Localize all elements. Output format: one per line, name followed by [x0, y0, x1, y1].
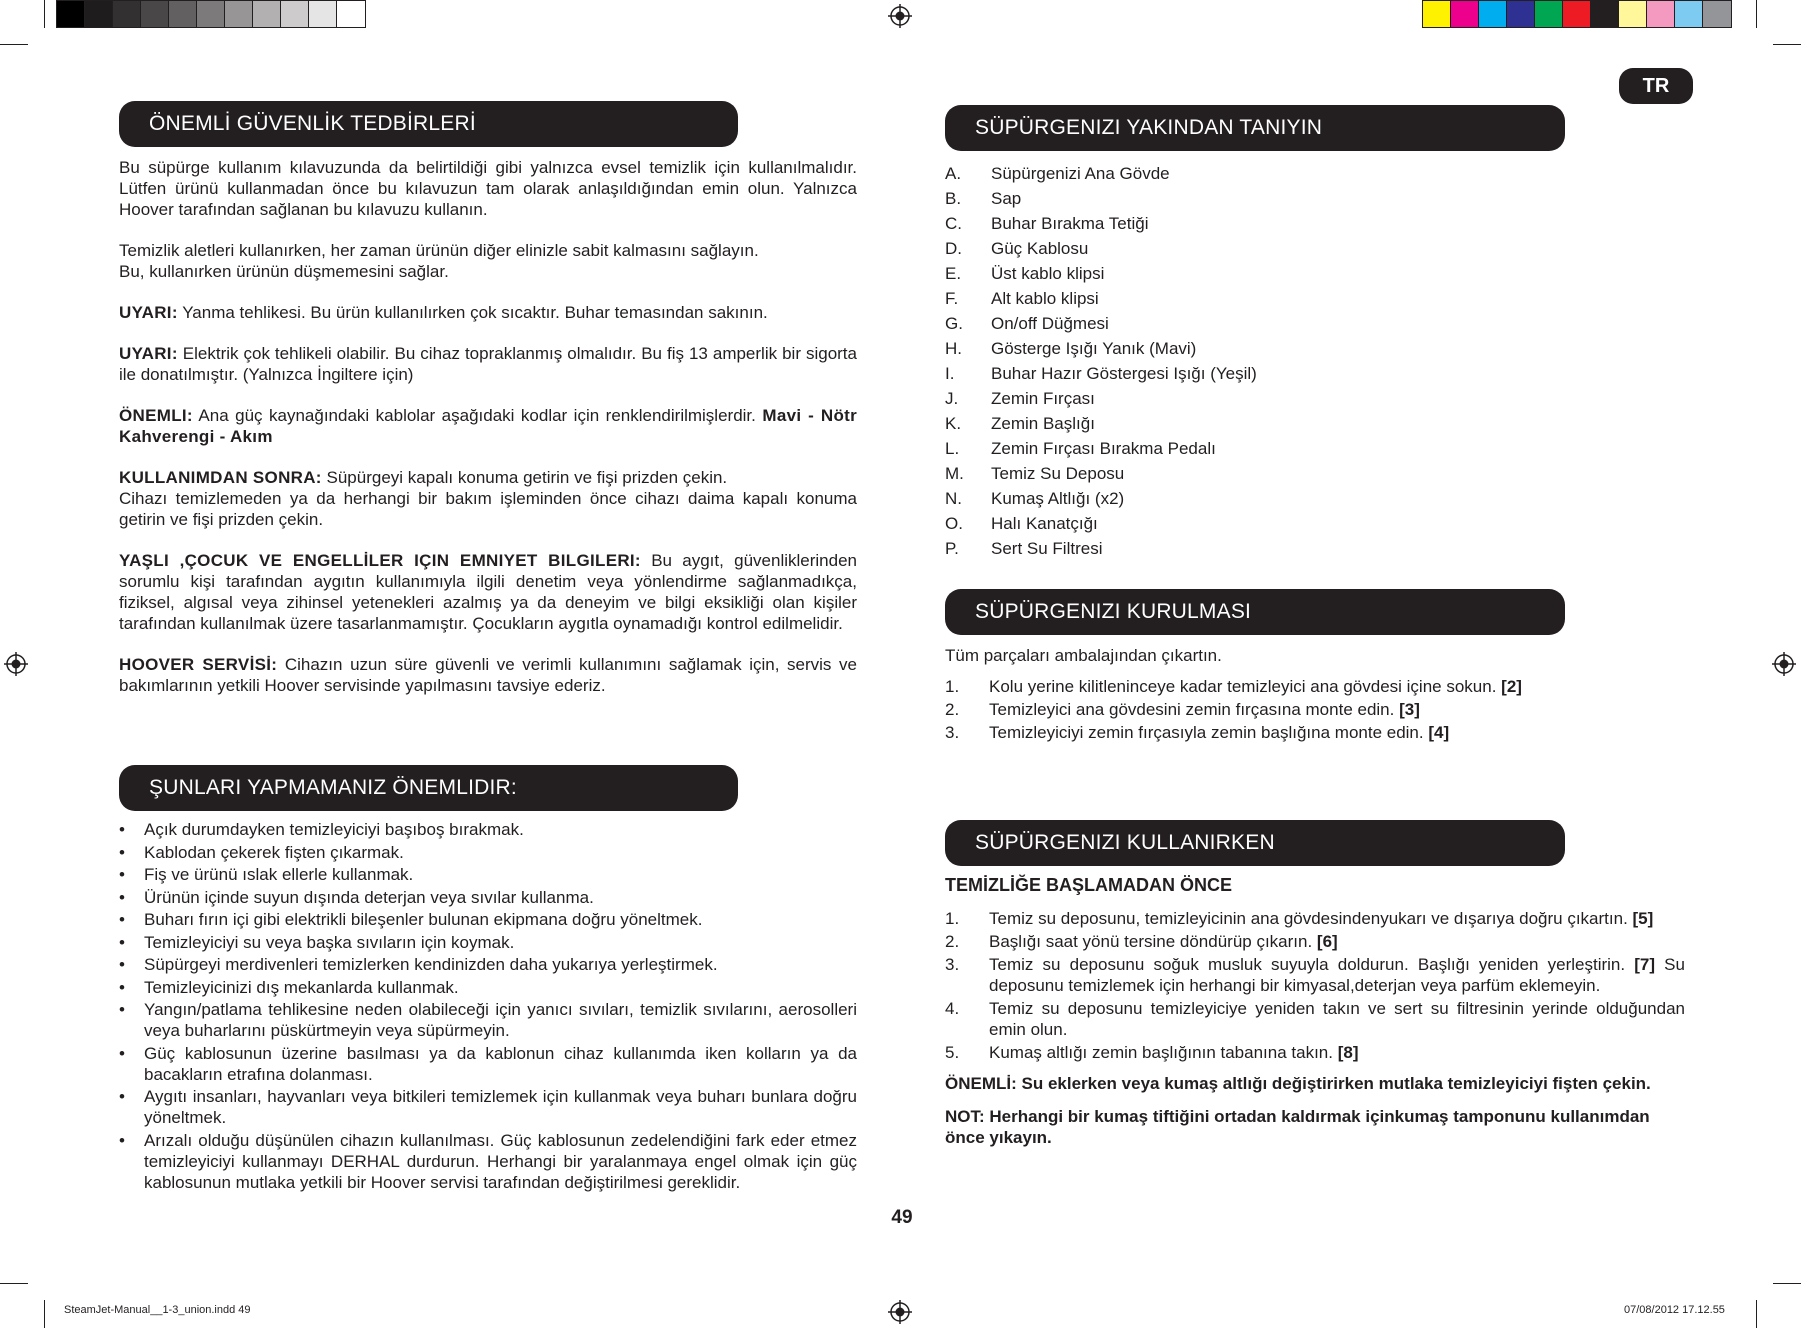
step-text: Kumaş altlığı zemin başlığının tabanına takın.	[989, 1043, 1338, 1062]
list-item: • Temizleyiciyi su veya başka sıvıların için koymak.	[119, 932, 857, 953]
part-key: L.	[945, 439, 960, 458]
color-swatch	[1423, 1, 1451, 27]
part-name: Alt kablo klipsi	[991, 289, 1099, 308]
important-text: Ana güç kaynağındaki kablolar aşağıdaki kodlar için renklendirilmişlerdir.	[192, 406, 756, 425]
crop-mark	[1756, 1300, 1757, 1328]
step-text: Kolu yerine kilitleninceye kadar temizleyici ana gövdesi içine sokun.	[989, 677, 1502, 696]
color-swatch	[1563, 1, 1591, 27]
figure-ref: [6]	[1316, 932, 1338, 951]
color-swatch	[197, 1, 225, 27]
important-label: ÖNEMLI:	[119, 406, 193, 425]
part-name: Gösterge Işığı Yanık (Mavi)	[991, 339, 1197, 358]
wash-pad-note: NOT: Herhangi bir kumaş tiftiğini ortadan kaldırmak içinkumaş tamponunu kullanımdan önce yıkayın.	[945, 1107, 1650, 1147]
process-color-bar	[1422, 0, 1732, 28]
electric-warning	[119, 343, 857, 385]
color-swatch	[113, 1, 141, 27]
part-name: Üst kablo klipsi	[991, 264, 1105, 283]
vulnerable-users-label: YAŞLI ,ÇOCUK VE ENGELLİLER IÇIN EMNIYET BILGILERI:	[119, 551, 641, 570]
step-text: Başlığı saat yönü tersine döndürüp çıkarın.	[989, 932, 1317, 951]
step-text: Temizleyici ana gövdesini zemin fırçasına monte edin.	[989, 700, 1400, 719]
part-item	[945, 386, 1595, 411]
page-number: 49	[891, 1207, 913, 1228]
part-name: Zemin Başlığı	[991, 414, 1095, 433]
list-item: • Açık durumdayken temizleyiciyi başıboş bırakmak.	[119, 819, 857, 840]
figure-ref: [2]	[1501, 677, 1522, 696]
part-name: Temiz Su Deposu	[991, 464, 1125, 483]
parts-section	[945, 161, 1595, 561]
color-swatch	[1591, 1, 1619, 27]
crop-mark	[1773, 44, 1801, 45]
step-number: 4.	[945, 999, 960, 1018]
part-key: G.	[945, 314, 963, 333]
service-label: HOOVER SERVİSİ:	[119, 655, 278, 674]
figure-ref: [7]	[1634, 955, 1656, 974]
donts-section	[119, 819, 857, 1194]
step-text-continued: Su deposunu temizlemek için herhangi bir kimyasal,deterjan veya parfüm eklemeyin.	[989, 955, 1685, 995]
part-item	[945, 311, 1595, 336]
step-number: 5.	[945, 1043, 960, 1062]
vulnerable-users-text: Bu aygıt, güvenliklerinden sorumlu kişi tarafından aygıtın kullanımıyla ilgili denetim veya yönlendirme sağlanmadıkça, fiziksel, algısal veya zihinsel yetenekleri azalmış ya da deneyim ve bilgi eksikliği olan kişiler tarafından kullanılmak üzere tasarlanmamıştır. Çocukların aygıtla oynamadığı kontrol edilmelidir.	[119, 551, 857, 633]
part-key: N.	[945, 489, 962, 508]
part-key: J.	[945, 389, 959, 408]
hold-line-1: Temizlik aletleri kullanırken, her zaman ürünün diğer elinizle sabit kalmasını sağlayın.	[119, 241, 759, 260]
burn-warning	[119, 302, 857, 323]
part-name: On/off Düğmesi	[991, 314, 1109, 333]
part-item	[945, 236, 1595, 261]
list-item: • Buharı fırın içi gibi elektrikli bileşenler bulunan ekipmana doğru yöneltmek.	[119, 909, 857, 930]
after-use-text: Süpürgeyi kapalı konuma getirin ve fişi prizden çekin.	[321, 468, 728, 487]
part-name: Halı Kanatçığı	[991, 514, 1098, 533]
using-header: SÜPÜRGENIZI KULLANIRKEN	[945, 820, 1565, 866]
step-number: 2.	[945, 932, 960, 951]
grayscale-color-bar	[56, 0, 366, 28]
part-name: Buhar Bırakma Tetiği	[991, 214, 1149, 233]
part-item	[945, 486, 1595, 511]
color-swatch	[1507, 1, 1535, 27]
part-item	[945, 186, 1595, 211]
part-key: A.	[945, 164, 962, 183]
part-item	[945, 261, 1595, 286]
part-key: C.	[945, 214, 962, 233]
list-item: • Yangın/patlama tehlikesine neden olabileceği için yanıcı sıvıları, temizlik sıvılarını, aerosolleri veya buharlarını püskürtmeyin veya süpürmeyin.	[119, 999, 857, 1041]
list-item: • Kablodan çekerek fişten çıkarmak.	[119, 842, 857, 863]
registration-mark-icon	[888, 1300, 912, 1324]
color-swatch	[1703, 1, 1731, 27]
list-item: • Güç kablosunun üzerine basılması ya da kablonun cihaz kullanımda iken kolların ya da bacakların etrafına dolanması.	[119, 1043, 857, 1085]
part-key: P.	[945, 539, 959, 558]
part-item	[945, 286, 1595, 311]
know-your-cleaner-header: SÜPÜRGENIZI YAKINDAN TANIYIN	[945, 105, 1565, 151]
part-item	[945, 536, 1595, 561]
list-item: • Süpürgeyi merdivenleri temizlerken kendinizden daha yukarıya yerleştirmek.	[119, 954, 857, 975]
color-swatch	[169, 1, 197, 27]
part-name: Sert Su Filtresi	[991, 539, 1103, 558]
safety-header: ÖNEMLİ GÜVENLİK TEDBİRLERİ	[119, 101, 738, 147]
after-use-paragraph	[119, 467, 857, 530]
after-use-text-2: Cihazı temizlemeden ya da herhangi bir bakım işleminden önce cihazı daima kapalı konuma getirin ve fişi prizden çekin.	[119, 489, 857, 529]
setup-step	[945, 699, 1685, 720]
wire-colors-note	[119, 405, 857, 447]
step-text: Temiz su deposunu soğuk musluk suyuyla doldurun. Başlığı yeniden yerleştirin.	[989, 955, 1635, 974]
crop-mark	[44, 0, 45, 28]
before-cleaning-title: TEMİZLİĞE BAŞLAMADAN ÖNCE	[945, 875, 1232, 895]
list-item: • Aygıtı insanları, hayvanları veya bitkileri temizlemek için kullanmak veya buharı bunlara doğru yöneltmek.	[119, 1086, 857, 1128]
figure-ref: [3]	[1399, 700, 1420, 719]
safety-text	[119, 157, 857, 716]
parts-list	[945, 161, 1595, 561]
setup-steps	[945, 676, 1685, 743]
part-item	[945, 461, 1595, 486]
using-step	[945, 1042, 1685, 1063]
step-number: 2.	[945, 700, 960, 719]
intro-paragraph: Bu süpürge kullanım kılavuzunda da belirtildiği gibi yalnızca evsel temizlik için kullanılmalıdır. Lütfen ürünü kullanmadan önce bu kılavuzun tam olarak anlaşıldığından emin olun. Yalnızca Hoover tarafından sağlanan bu kılavuzu kullanın.	[119, 158, 857, 219]
part-key: F.	[945, 289, 959, 308]
crop-mark	[0, 1283, 28, 1284]
service-paragraph	[119, 654, 857, 696]
warning-text: Yanma tehlikesi. Bu ürün kullanılırken çok sıcaktır. Buhar temasından sakının.	[177, 303, 768, 322]
hold-paragraph	[119, 240, 857, 282]
crop-mark	[44, 1300, 45, 1328]
using-step	[945, 954, 1685, 996]
setup-step	[945, 722, 1685, 743]
donts-list	[119, 819, 857, 1193]
part-name: Sap	[991, 189, 1022, 208]
step-number: 1.	[945, 909, 960, 928]
after-use-label: KULLANIMDAN SONRA:	[119, 468, 322, 487]
part-name: Buhar Hazır Göstergesi Işığı (Yeşil)	[991, 364, 1257, 383]
part-key: M.	[945, 464, 964, 483]
part-key: O.	[945, 514, 963, 533]
color-swatch	[253, 1, 281, 27]
setup-section	[945, 645, 1685, 745]
part-item	[945, 411, 1595, 436]
part-item	[945, 211, 1595, 236]
using-steps	[945, 908, 1685, 1063]
part-item	[945, 336, 1595, 361]
figure-ref: [8]	[1337, 1043, 1359, 1062]
footer-filename: SteamJet-Manual__1-3_union.indd 49	[64, 1304, 251, 1316]
crop-mark	[1756, 0, 1757, 28]
vulnerable-users-paragraph	[119, 550, 857, 634]
part-item	[945, 361, 1595, 386]
list-item: • Fiş ve ürünü ıslak ellerle kullanmak.	[119, 864, 857, 885]
part-key: B.	[945, 189, 962, 208]
color-swatch	[309, 1, 337, 27]
color-swatch	[1479, 1, 1507, 27]
warning-label: UYARI:	[119, 303, 178, 322]
crop-mark	[0, 44, 28, 45]
setup-intro: Tüm parçaları ambalajından çıkartın.	[945, 646, 1222, 665]
part-name: Zemin Fırçası Bırakma Pedalı	[991, 439, 1216, 458]
part-item	[945, 511, 1595, 536]
part-key: H.	[945, 339, 962, 358]
step-number: 1.	[945, 677, 960, 696]
registration-mark-icon	[1772, 652, 1796, 676]
using-step	[945, 931, 1685, 952]
setup-header: SÜPÜRGENIZI KURULMASI	[945, 589, 1565, 635]
color-swatch	[225, 1, 253, 27]
registration-mark-icon	[888, 4, 912, 28]
hold-line-2: Bu, kullanırken ürünün düşmemesini sağlar.	[119, 262, 449, 281]
step-number: 3.	[945, 955, 960, 974]
color-swatch	[1451, 1, 1479, 27]
color-swatch	[1535, 1, 1563, 27]
language-badge: TR	[1619, 68, 1693, 104]
color-swatch	[337, 1, 365, 27]
using-section	[945, 875, 1685, 1148]
using-step	[945, 908, 1685, 929]
list-item: • Ürünün içinde suyun dışında deterjan veya sıvılar kullanma.	[119, 887, 857, 908]
registration-mark-icon	[4, 652, 28, 676]
color-swatch	[281, 1, 309, 27]
part-key: D.	[945, 239, 962, 258]
list-item: • Temizleyicinizi dış mekanlarda kullanmak.	[119, 977, 857, 998]
part-item	[945, 161, 1595, 186]
part-item	[945, 436, 1595, 461]
service-text: Cihazın uzun süre güvenli ve verimli kullanımını sağlamak için, servis ve bakımlarının yetkili Hoover servisinde yapılmasını tavsiye ederiz.	[119, 655, 857, 695]
part-name: Zemin Fırçası	[991, 389, 1095, 408]
color-swatch	[1647, 1, 1675, 27]
setup-step	[945, 676, 1685, 697]
part-name: Süpürgenizi Ana Gövde	[991, 164, 1170, 183]
part-key: I.	[945, 364, 955, 383]
color-swatch	[85, 1, 113, 27]
step-text: Temiz su deposunu, temizleyicinin ana gövdesindenyukarı ve dışarıya doğru çıkartın.	[989, 909, 1633, 928]
list-item: • Arızalı olduğu düşünülen cihazın kullanılması. Güç kablosunun zedelendiğini fark eder etmez temizleyiciyi kullanmayı DERHAL durdurun. Herhangi bir yaralanmaya engel olmak için güç kablosunun mutlaka yetkili bir Hoover servisi tarafından değiştirilmesi gereklidir.	[119, 1130, 857, 1193]
part-name: Güç Kablosu	[991, 239, 1089, 258]
warning-text: Elektrik çok tehlikeli olabilir. Bu cihaz topraklanmış olmalıdır. Bu fiş 13 amperlik bir sigorta ile donatılmıştır. (Yalnızca İngiltere için)	[119, 344, 857, 384]
donts-header: ŞUNLARI YAPMAMANIZ ÖNEMLIDIR:	[119, 765, 738, 811]
wire-colors: Mavi - Nötr Kahverengi - Akım	[119, 406, 858, 446]
color-swatch	[1619, 1, 1647, 27]
figure-ref: [5]	[1632, 909, 1654, 928]
unplug-note: ÖNEMLİ: Su eklerken veya kumaş altlığı değiştirirken mutlaka temizleyiciyi fişten çekin.	[945, 1074, 1651, 1093]
using-step	[945, 998, 1685, 1040]
step-text: Temizleyiciyi zemin fırçasıyla zemin başlığına monte edin.	[989, 723, 1429, 742]
crop-mark	[1773, 1283, 1801, 1284]
part-key: E.	[945, 264, 962, 283]
part-key: K.	[945, 414, 962, 433]
footer-timestamp: 07/08/2012 17.12.55	[1624, 1304, 1725, 1316]
part-name: Kumaş Altlığı (x2)	[991, 489, 1125, 508]
warning-label: UYARI:	[119, 344, 178, 363]
step-text: Temiz su deposunu temizleyiciye yeniden takın ve sert su filtresinin yerinde olduğundan emin olun.	[989, 999, 1685, 1039]
figure-ref: [4]	[1428, 723, 1450, 742]
color-swatch	[1675, 1, 1703, 27]
step-number: 3.	[945, 723, 960, 742]
color-swatch	[57, 1, 85, 27]
color-swatch	[141, 1, 169, 27]
